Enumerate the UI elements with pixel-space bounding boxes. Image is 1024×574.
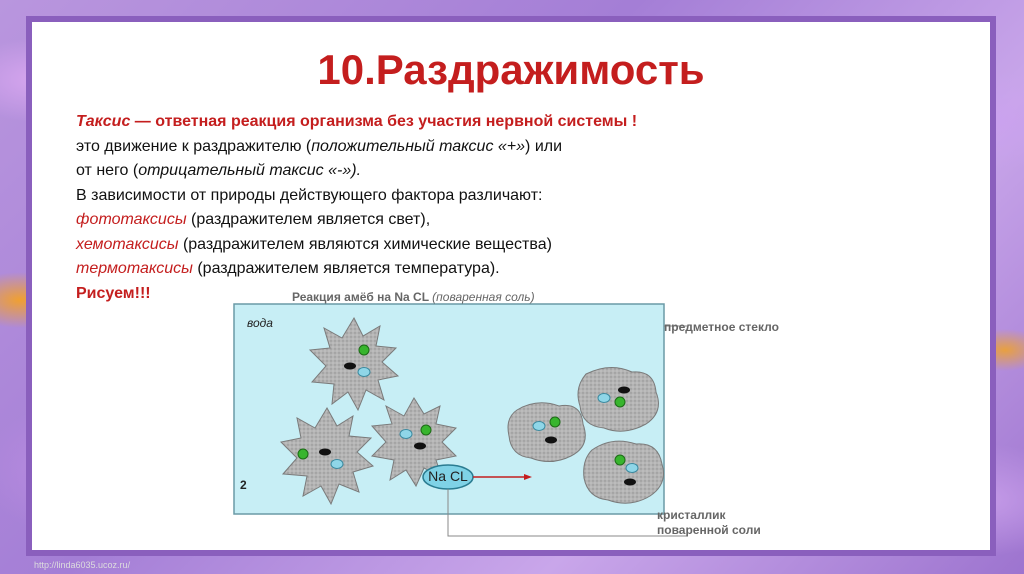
amoeba-round-2 bbox=[578, 367, 658, 431]
amoeba-diagram bbox=[232, 284, 792, 544]
label-crystal-line-2: поваренной соли bbox=[657, 523, 761, 537]
body-text: (раздражителем является температура). bbox=[192, 260, 500, 277]
slide-panel bbox=[26, 16, 996, 556]
amoeba-round-1 bbox=[508, 403, 585, 462]
body-line-3 bbox=[76, 159, 976, 184]
slide-title: 10.Раздражимость bbox=[317, 46, 705, 93]
body-text: (раздражителем является свет), bbox=[186, 211, 431, 228]
body-text: ) или bbox=[525, 137, 563, 155]
label-water: вода bbox=[247, 316, 273, 330]
caption-text: Реакция амёб на Na CL bbox=[292, 290, 433, 304]
body-text: от него ( bbox=[76, 162, 139, 179]
negative-taxis-text: отрицательный таксис «-»). bbox=[138, 162, 362, 179]
watermark-url: http://linda6035.ucoz.ru/ bbox=[34, 560, 131, 570]
label-crystal bbox=[657, 508, 761, 538]
label-glass: предметное стекло bbox=[664, 320, 779, 334]
term-chemotaxis: хемотаксисы bbox=[76, 235, 179, 253]
amoeba-round-3 bbox=[584, 441, 664, 503]
caption-italic: (поваренная соль) bbox=[432, 290, 535, 304]
body-line-2 bbox=[76, 135, 976, 160]
term-phototaxis: фототаксисы bbox=[76, 211, 187, 228]
positive-taxis-text: положительный таксис «+» bbox=[311, 137, 526, 155]
draw-prompt: Рисуем!!! bbox=[76, 284, 151, 302]
slide-body bbox=[76, 110, 976, 306]
chemotaxis-line bbox=[76, 233, 976, 258]
phototaxis-line bbox=[76, 208, 976, 233]
nacl-label: Na CL bbox=[428, 468, 468, 484]
definition-text: — ответная реакция организма без участия нервной системы ! bbox=[130, 113, 638, 130]
body-line-4: В зависимости от природы действующего фактора различают: bbox=[76, 186, 543, 204]
body-text: (раздражителем являются химические вещества) bbox=[178, 235, 552, 253]
diagram-caption bbox=[292, 290, 535, 304]
label-crystal-line-1: кристаллик bbox=[657, 508, 726, 522]
definition-line bbox=[76, 110, 976, 135]
thermotaxis-line bbox=[76, 257, 976, 282]
label-number: 2 bbox=[240, 478, 247, 492]
term-thermotaxis: термотаксисы bbox=[76, 260, 193, 277]
body-text: это движение к раздражителю ( bbox=[76, 137, 312, 155]
term-taxis: Таксис bbox=[76, 113, 131, 130]
